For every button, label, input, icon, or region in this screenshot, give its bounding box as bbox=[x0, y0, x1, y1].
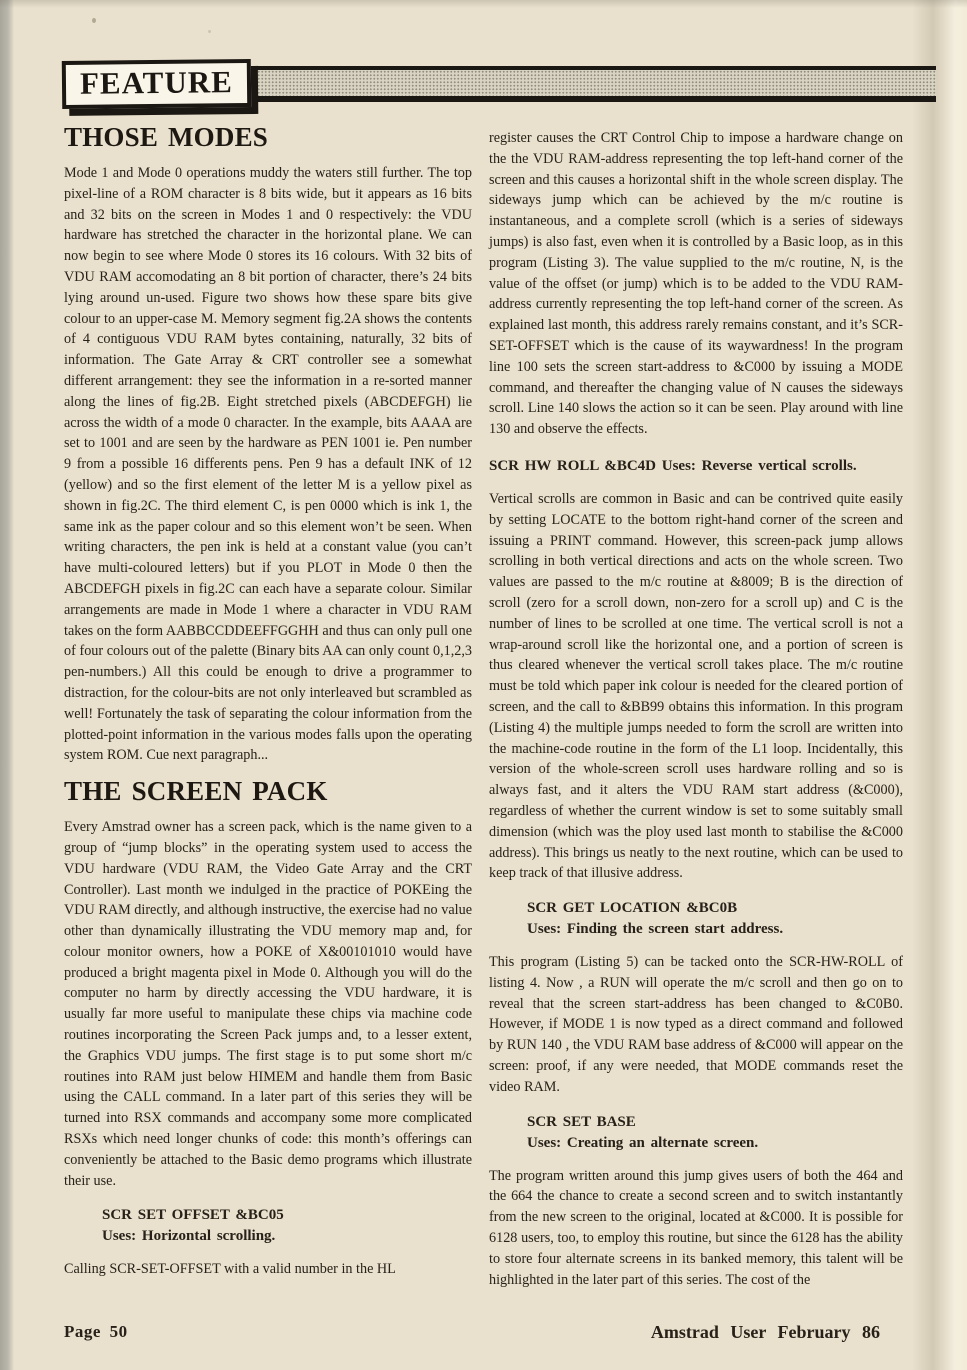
section-title-screen-pack: THE SCREEN PACK bbox=[64, 776, 328, 807]
scan-edge-left bbox=[0, 0, 14, 1370]
scan-edge-right bbox=[912, 0, 967, 1370]
feature-label: FEATURE bbox=[79, 64, 233, 101]
those-modes-paragraph: Mode 1 and Mode 0 operations muddy the waters still further. The top pixel-line of a ROM character is 8 bits wide, but it appears as 16 bits and 32 bits on the screen in Modes 1 and 0 respectively: the VDU hardware has stretched the character in the horizontal plane. We can now begin to see where Mode 0 stores its 16 colours. With 32 bits of VDU RAM accomodating an 8 bit portion of character, there’s 24 bits lying around un-used. Figure two shows how these spare bits give colour to an upper-case M. Memory segment fig.2A shows the contents of 4 contiguous VDU RAM bytes containing, naturally, 32 bits of information. The Gate Array & CRT controller see a somewhat different arrangement: they see the information in a re-sorted manner along the lines of fig.2B. Eight stretched pixels (ABCDEFGH) lie across the width of a mode 0 character. In the example, bits AAAA are set to 1001 and are seen by the hardware as PEN 1001 ie. Pen number 9 from a possible 16 differents pens. Pen 9 has a default INK of 12 (yellow) and so the first element of the letter M is a yellow pixel as shown in fig.2C. The third element C, is pen 0000 which is ink 1, the same ink as the paper colour and so this element won’t be seen. When writing characters, the pen ink is held at a constant value (you can’t have multi-coloured letters) but if you PLOT in Mode 0 then the ABCDEFGH pixels in fig.2C can each have a separate colour. Similar arrangements are made in Mode 1 where a character in VDU RAM takes on the form AABBCCDDEEFFGGHH and thus can only pull one of four colours out of the palette (Binary bits AA can only count 0,1,2,3 pen-numbers.) All this could be enough to drive a programmer to distraction, for the colour-bits are not only interleaved but scrambled as well! Fortunately the task of separating the colour information from the plotted-point information in the various modes falls upon the operating system ROM. Cue next paragraph... bbox=[64, 165, 472, 764]
subhead-scr-set-offset-line2: Uses: Horizontal scrolling. bbox=[102, 1228, 276, 1245]
scan-speckle bbox=[208, 30, 211, 33]
scr-set-base-paragraph: The program written around this jump gives users of both the 464 and the 664 the chance to create a second screen and to switch instantantly from the new screen to the original, located at &C000. It is possible for 6128 users, too, to employ this routine, but since the 6128 has the ability to store four alternate screens in its banked memory, this talent will be highlighted in the later part of this series. The cost of the bbox=[489, 1167, 903, 1288]
screen-pack-paragraph: Every Amstrad owner has a screen pack, which is the name given to a group of “jump blocks” in the operating system used to access the VDU hardware (VDU RAM, the Video Gate Array and the CRT Controller). Last month we indulged in the practice of POKEing the VDU RAM directly, and although instructive, the exercise had no value other than dynamically illustrating the VDU memory map and, for colour monitor owners, how a POKE of X&00101010 would have produced a bright magenta pixel in Mode 0. Although you will do the computer no harm by directly accessing the VDU hardware, it is usually far more useful to manipulate these chips via machine code routines incorporating the Screen Pack jumps and, to a lesser extent, the Graphics VDU jumps. The first stage is to put some short m/c routines into RAM just below HIMEM and handle them from Basic using the CALL command. In a later part of this series they will be turned into RSX commands and accompany some more complicated RSXs which need longer chunks of code: this month’s offerings can conveniently be attached to the Basic demo programs which illustrate their use. bbox=[64, 819, 472, 1189]
header-hatched-banner bbox=[208, 66, 936, 102]
footer-magazine-issue: Amstrad User February 86 bbox=[650, 1322, 880, 1342]
subhead-scr-set-offset bbox=[102, 1205, 472, 1247]
scan-speckle bbox=[92, 18, 96, 23]
scan-edge-top bbox=[0, 0, 967, 8]
right-column bbox=[489, 128, 903, 1300]
subhead-scr-set-base-line2: Uses: Creating an alternate screen. bbox=[527, 1134, 759, 1151]
feature-badge bbox=[62, 59, 251, 109]
left-column bbox=[64, 116, 472, 1290]
subhead-scr-set-base bbox=[527, 1112, 903, 1154]
scr-set-offset-continued-paragraph: register causes the CRT Control Chip to impose a hardware change on the the VDU RAM-address representing the top left-hand corner of the screen and this causes a horizontal shift in the whole screen display. The sideways jump which can be achieved by the m/c routine is instantaneous, and a complete scroll (which is a series of sideways jumps) is also fast, even when it is controlled by a Basic loop, as in this program (Listing 3). The value supplied to the m/c routine, N, is the value of the offset (or jump) which is to be added to the VDU RAM-address currently representing the top left-hand corner of the screen. As explained last month, this address rarely remains constant, and it’s SCR-SET-OFFSET which is the cause of its waywardness! In the program line 100 sets the screen start-address to &C000 by issuing a MODE command, and thereafter the changing value of N causes the sideways scroll. Line 140 slows the action so it can be seen. Play around with line 130 and observe the effects. bbox=[489, 130, 903, 438]
subhead-scr-set-base-line1: SCR SET BASE bbox=[527, 1113, 636, 1130]
subhead-scr-set-offset-line1: SCR SET OFFSET &BC05 bbox=[102, 1207, 284, 1224]
subhead-scr-get-location-line1: SCR GET LOCATION &BC0B bbox=[527, 900, 738, 917]
footer-page-number: Page 50 bbox=[64, 1322, 128, 1341]
scr-hw-roll-paragraph: Vertical scrolls are common in Basic and can be contrived quite easily by setting LOCATE to the bottom right-hand corner of the screen and issuing a PRINT command. However, this screen-pack jump allows scrolling in both vertical directions and acts on the whole screen. Two values are passed to the m/c routine at &8009; B is the direction of scroll (zero for a scroll down, non-zero for a scroll up) and C is the number of lines to be scrolled at one time. The vertical scroll is not a wrap-around scroll like the horizontal one, and a portion of screen is thus cleared whenever the vertical scroll takes place. The m/c routine must be told which paper ink colour is needed for the cleared portion of screen, and the call to &BB99 obtains this information. In this program (Listing 4) the multiple jumps needed to form the scroll are written into the machine-code routine in the form of the L1 loop. Incidentally, this version of the whole-screen scroll uses hardware rolling and so is always fast, and it alters the VDU RAM start address (&C000), regardless of whether the current window is set to some suitably small dimension (which was the ploy used last month to stabilise the &C000 address). This brings us neatly to the next routine, which can be used to keep track of that illusive address. bbox=[489, 490, 903, 882]
left-closing-line: Calling SCR-SET-OFFSET with a valid number in the HL bbox=[64, 1261, 396, 1278]
subhead-scr-get-location-line2: Uses: Finding the screen start address. bbox=[527, 921, 784, 938]
scr-get-location-paragraph: This program (Listing 5) can be tacked onto the SCR-HW-ROLL of listing 4. Now , a RUN will operate the m/c scroll and then go on to reveal that the screen start-address has been changed to &C0B0. However, if MODE 1 is now typed as a direct command and followed by RUN 140 , the VDU RAM base address of &C000 will appear on the screen: proof, if any were needed, that MODE commands reset the video RAM. bbox=[489, 954, 903, 1095]
page-footer bbox=[64, 1322, 880, 1352]
subhead-scr-hw-roll: SCR HW ROLL &BC4D Uses: Reverse vertical scrolls. bbox=[489, 457, 857, 474]
section-title-those-modes: THOSE MODES bbox=[64, 122, 268, 152]
subhead-scr-get-location bbox=[527, 898, 903, 940]
